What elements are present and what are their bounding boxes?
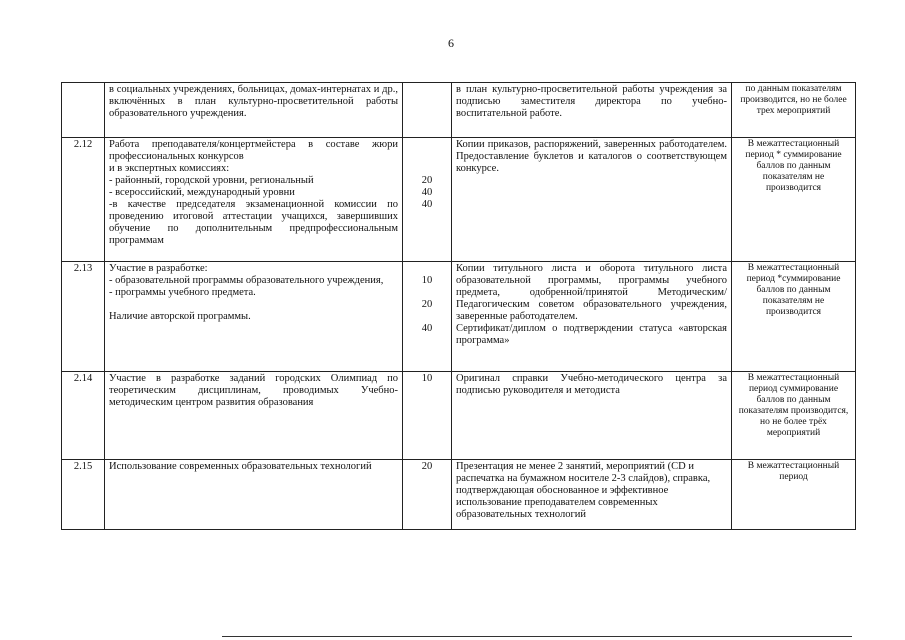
points-cell	[403, 372, 452, 460]
criteria-table	[61, 82, 856, 530]
documents-text: в план культурно-просветительной работы учреждения за подписью заместителя директора по учебно-воспитательной работе.	[456, 84, 727, 119]
documents-text: Копии титульного листа и оборота титульного листа образовательной программы, программы учебного предмета, одобренной/принятой Методическим/Педагогическим советом образовательного учреждения, заверенные работодателем.	[456, 263, 727, 322]
table-row	[62, 83, 856, 138]
note-cell: по данным показателям производится, но не более трех мероприятий	[732, 83, 856, 138]
description-text: - районный, городской уровни, региональный	[109, 175, 314, 186]
points-value: 40	[421, 323, 433, 334]
description-text: Наличие авторской программы.	[109, 311, 251, 322]
row-number: 2.12	[62, 138, 105, 262]
supporting-documents	[452, 372, 732, 460]
supporting-documents	[452, 262, 732, 372]
row-number: 2.13	[62, 262, 105, 372]
points-value: 40	[421, 199, 433, 210]
table-row	[62, 372, 856, 460]
criterion-description	[105, 138, 403, 262]
points-value: 20	[421, 299, 433, 310]
points-cell	[403, 138, 452, 262]
points-value: 20	[421, 175, 433, 186]
criterion-description	[105, 83, 403, 138]
description-text: -в качестве председателя экзаменационной комиссии по проведению итоговой аттестации учащихся, завершивших обучение по дополнительным предпрофессиональным программам	[109, 199, 398, 246]
row-number: 2.15	[62, 460, 105, 530]
table-row	[62, 262, 856, 372]
description-text: Участие в разработке:	[109, 263, 208, 274]
points-cell	[403, 460, 452, 530]
criterion-description	[105, 460, 403, 530]
page-number: 6	[448, 36, 454, 50]
note-cell: В межаттестационный период суммирование баллов по данным показателям производится, но не более трёх мероприятий	[732, 372, 856, 460]
table-row	[62, 138, 856, 262]
page-bottom-rule	[222, 636, 852, 637]
description-text: - образовательной программы образовательного учреждения,	[109, 275, 384, 286]
note-cell: В межаттестационный период *суммирование баллов по данным показателям не производится	[732, 262, 856, 372]
description-text: Использование современных образовательных технологий	[109, 461, 372, 472]
documents-text: Копии приказов, распоряжений, заверенных работодателем. Предоставление буклетов и каталогов о соответствующем конкурсе.	[456, 139, 727, 174]
points-value: 10	[421, 373, 433, 384]
supporting-documents	[452, 83, 732, 138]
description-text: и в экспертных комиссиях:	[109, 163, 230, 174]
documents-text: Оригинал справки Учебно-методического центра за подписью руководителя и методиста	[456, 373, 727, 396]
table-row	[62, 460, 856, 530]
criterion-description	[105, 262, 403, 372]
points-value: 40	[421, 187, 433, 198]
points-cell	[403, 262, 452, 372]
row-number	[62, 83, 105, 138]
description-text: - программы учебного предмета.	[109, 287, 256, 298]
supporting-documents	[452, 460, 732, 530]
supporting-documents	[452, 138, 732, 262]
row-number: 2.14	[62, 372, 105, 460]
points-value: 10	[421, 275, 433, 286]
criterion-description	[105, 372, 403, 460]
description-text: Работа преподавателя/концертмейстера в составе жюри профессиональных конкурсов	[109, 139, 398, 162]
description-text: Участие в разработке заданий городских Олимпиад по теоретическим дисциплинам, проводимых Учебно-методическим центром развития образования	[109, 373, 398, 408]
note-cell: В межаттестационный период * суммирование баллов по данным показателям не производится	[732, 138, 856, 262]
description-text: в социальных учреждениях, больницах, домах-интернатах и др., включённых в план культурно-просветительной работы образовательного учреждения.	[109, 84, 398, 119]
note-cell: В межаттестационный период	[732, 460, 856, 530]
points-cell	[403, 83, 452, 138]
description-text: - всероссийский, международный уровни	[109, 187, 295, 198]
documents-text: Сертификат/диплом о подтверждении статуса «авторская программа»	[456, 323, 727, 346]
points-value: 20	[421, 461, 433, 472]
documents-text: Презентация не менее 2 занятий, мероприятий (CD и распечатка на бумажном носителе 2-3 слайдов), справка, подтверждающая обоснованное и эффективное использование преподавателем современных образовательных технологий	[456, 461, 711, 520]
